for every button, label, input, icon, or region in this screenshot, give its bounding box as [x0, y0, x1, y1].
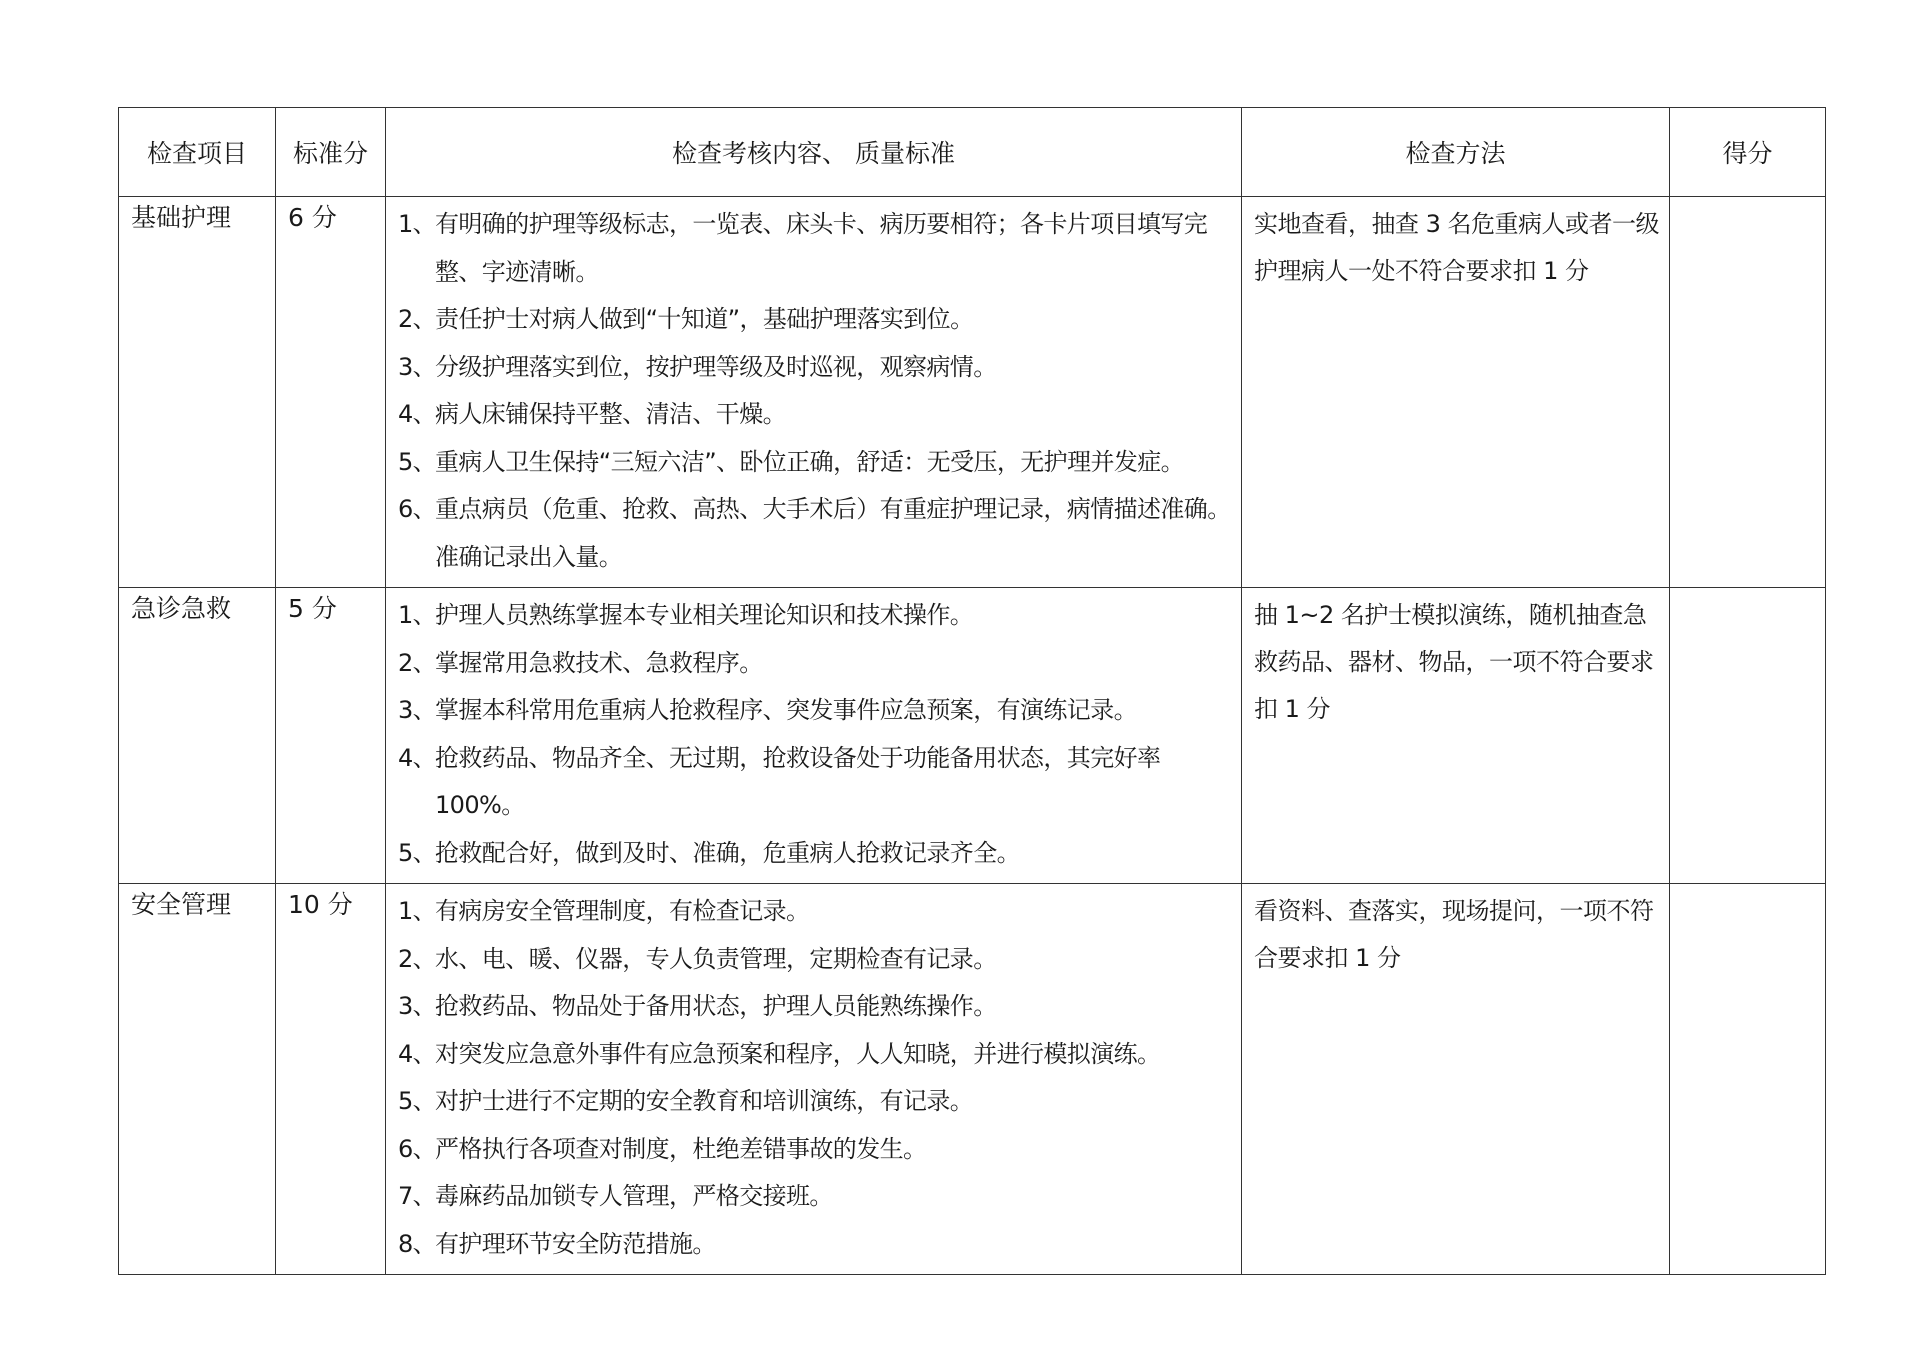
criteria-number: 6、 [398, 1134, 437, 1163]
criteria-item [398, 735, 1235, 830]
criteria-item [398, 936, 1235, 984]
criteria-text: 有病房安全管理制度，有检查记录。 [435, 897, 810, 925]
criteria-number: 1、 [398, 210, 437, 238]
table-row [119, 884, 1826, 1275]
criteria-item [398, 391, 1235, 439]
criteria-text: 有护理环节安全防范措施。 [435, 1229, 716, 1258]
inspection-table [118, 107, 1826, 1275]
row-score: 5 分 [276, 588, 386, 884]
criteria-text: 掌握本科常用危重病人抢救程序、突发事件应急预案，有演练记录。 [435, 696, 1137, 724]
criteria-number: 2、 [398, 944, 437, 973]
criteria-number: 2、 [398, 305, 437, 333]
criteria-number: 5、 [398, 838, 437, 867]
criteria-list [398, 888, 1235, 1268]
header-method: 检查方法 [1242, 108, 1670, 197]
row-method: 实地查看，抽查 3 名危重病人或者一级护理病人一处不符合要求扣 1 分 [1242, 197, 1670, 588]
criteria-number: 5、 [398, 1087, 437, 1115]
row-score: 10 分 [276, 884, 386, 1275]
criteria-text: 严格执行各项查对制度，杜绝差错事故的发生。 [435, 1134, 927, 1163]
criteria-text: 掌握常用急救技术、急救程序。 [435, 648, 763, 677]
row-item: 安全管理 [119, 884, 276, 1275]
row-criteria [386, 884, 1242, 1275]
criteria-text: 病人床铺保持平整、清洁、干燥。 [435, 400, 786, 428]
criteria-text: 责任护士对病人做到“十知道”，基础护理落实到位。 [435, 305, 974, 333]
table-header-row [119, 108, 1826, 197]
criteria-item [398, 983, 1235, 1031]
criteria-text: 抢救配合好，做到及时、准确，危重病人抢救记录齐全。 [435, 838, 1020, 867]
criteria-text: 分级护理落实到位，按护理等级及时巡视，观察病情。 [435, 352, 997, 381]
criteria-number: 4、 [398, 400, 437, 428]
row-score: 6 分 [276, 197, 386, 588]
criteria-text: 护理人员熟练掌握本专业相关理论知识和技术操作。 [435, 601, 974, 629]
row-result[interactable] [1670, 884, 1826, 1275]
header-content: 检查考核内容、 质量标准 [386, 108, 1242, 197]
row-item: 基础护理 [119, 197, 276, 588]
criteria-text: 对突发应急意外事件有应急预案和程序，人人知晓，并进行模拟演练。 [435, 1039, 1161, 1068]
header-result: 得分 [1670, 108, 1826, 197]
criteria-item [398, 201, 1235, 296]
criteria-number: 6、 [398, 495, 437, 523]
criteria-list [398, 592, 1235, 877]
header-score: 标准分 [276, 108, 386, 197]
criteria-number: 4、 [398, 1039, 437, 1068]
criteria-text: 抢救药品、物品处于备用状态，护理人员能熟练操作。 [435, 992, 997, 1020]
criteria-number: 7、 [398, 1182, 437, 1210]
criteria-list [398, 201, 1235, 581]
row-criteria [386, 588, 1242, 884]
criteria-number: 1、 [398, 601, 437, 629]
row-result[interactable] [1670, 197, 1826, 588]
criteria-number: 3、 [398, 352, 437, 381]
criteria-item [398, 640, 1235, 688]
row-item: 急诊急救 [119, 588, 276, 884]
row-result[interactable] [1670, 588, 1826, 884]
criteria-text: 水、电、暖、仪器，专人负责管理，定期检查有记录。 [435, 944, 997, 973]
criteria-item [398, 344, 1235, 392]
criteria-text: 对护士进行不定期的安全教育和培训演练，有记录。 [435, 1087, 974, 1115]
criteria-number: 1、 [398, 897, 437, 925]
criteria-item [398, 1221, 1235, 1269]
criteria-number: 3、 [398, 992, 437, 1020]
criteria-number: 3、 [398, 696, 437, 724]
table-row [119, 588, 1826, 884]
criteria-item [398, 1078, 1235, 1126]
criteria-number: 4、 [398, 743, 437, 772]
row-method: 看资料、查落实，现场提问，一项不符合要求扣 1 分 [1242, 884, 1670, 1275]
criteria-text: 抢救药品、物品齐全、无过期，抢救设备处于功能备用状态，其完好率 100%。 [435, 743, 1161, 819]
criteria-text: 毒麻药品加锁专人管理，严格交接班。 [435, 1182, 833, 1210]
criteria-item [398, 1126, 1235, 1174]
criteria-item [398, 830, 1235, 878]
criteria-item [398, 687, 1235, 735]
criteria-text: 重病人卫生保持“三短六洁”、卧位正确，舒适：无受压，无护理并发症。 [435, 447, 1185, 476]
row-method: 抽 1~2 名护士模拟演练，随机抽查急救药品、器材、物品，一项不符合要求扣 1 分 [1242, 588, 1670, 884]
criteria-item [398, 1173, 1235, 1221]
criteria-number: 2、 [398, 648, 437, 677]
table-row [119, 197, 1826, 588]
criteria-text: 重点病员（危重、抢救、高热、大手术后）有重症护理记录，病情描述准确。准确记录出入量。 [435, 495, 1231, 571]
criteria-item [398, 1031, 1235, 1079]
criteria-text: 有明确的护理等级标志，一览表、床头卡、病历要相符；各卡片项目填写完整、字迹清晰。 [435, 210, 1208, 286]
criteria-item [398, 486, 1235, 581]
inspection-sheet [118, 107, 1825, 1275]
criteria-item [398, 888, 1235, 936]
criteria-item [398, 296, 1235, 344]
criteria-item [398, 592, 1235, 640]
criteria-item [398, 439, 1235, 487]
criteria-number: 5、 [398, 447, 437, 476]
criteria-number: 8、 [398, 1229, 437, 1258]
header-item: 检查项目 [119, 108, 276, 197]
row-criteria [386, 197, 1242, 588]
